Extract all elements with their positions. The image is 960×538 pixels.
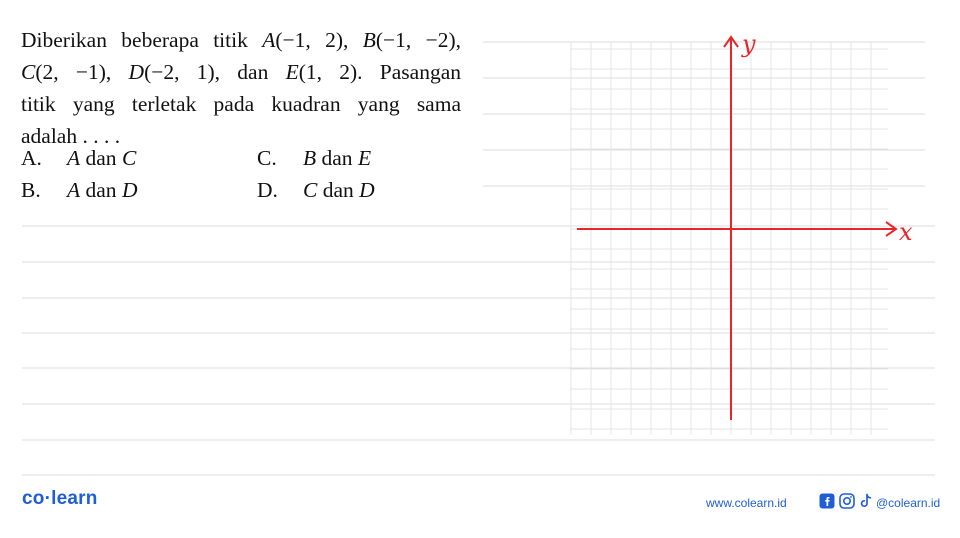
social-handle[interactable]: @colearn.id <box>876 496 941 510</box>
colearn-logo: co·learn <box>22 488 98 509</box>
question-line-1: Diberikan beberapa titik A(−1, 2), B(−1, −2), <box>21 28 462 52</box>
facebook-icon[interactable] <box>819 493 835 509</box>
y-axis-label: y <box>742 30 756 58</box>
question-line-3: titik yang terletak pada kuadran yang sama <box>21 92 461 116</box>
question-line-4: adalah . . . . <box>21 124 121 148</box>
option-b[interactable]: B. A dan D <box>21 178 138 202</box>
tiktok-icon[interactable] <box>858 493 874 509</box>
x-axis-label: x <box>899 218 913 246</box>
option-d[interactable]: D. C dan D <box>257 178 375 202</box>
option-a[interactable]: A. A dan C <box>21 146 137 170</box>
question-text <box>21 24 461 152</box>
instagram-icon[interactable] <box>839 493 855 509</box>
website-url[interactable]: www.colearn.id <box>706 496 787 510</box>
question-line-2: C(2, −1), D(−2, 1), dan E(1, 2). Pasangan <box>21 60 461 84</box>
grid-lines <box>570 42 888 435</box>
option-c[interactable]: C. B dan E <box>257 146 372 170</box>
